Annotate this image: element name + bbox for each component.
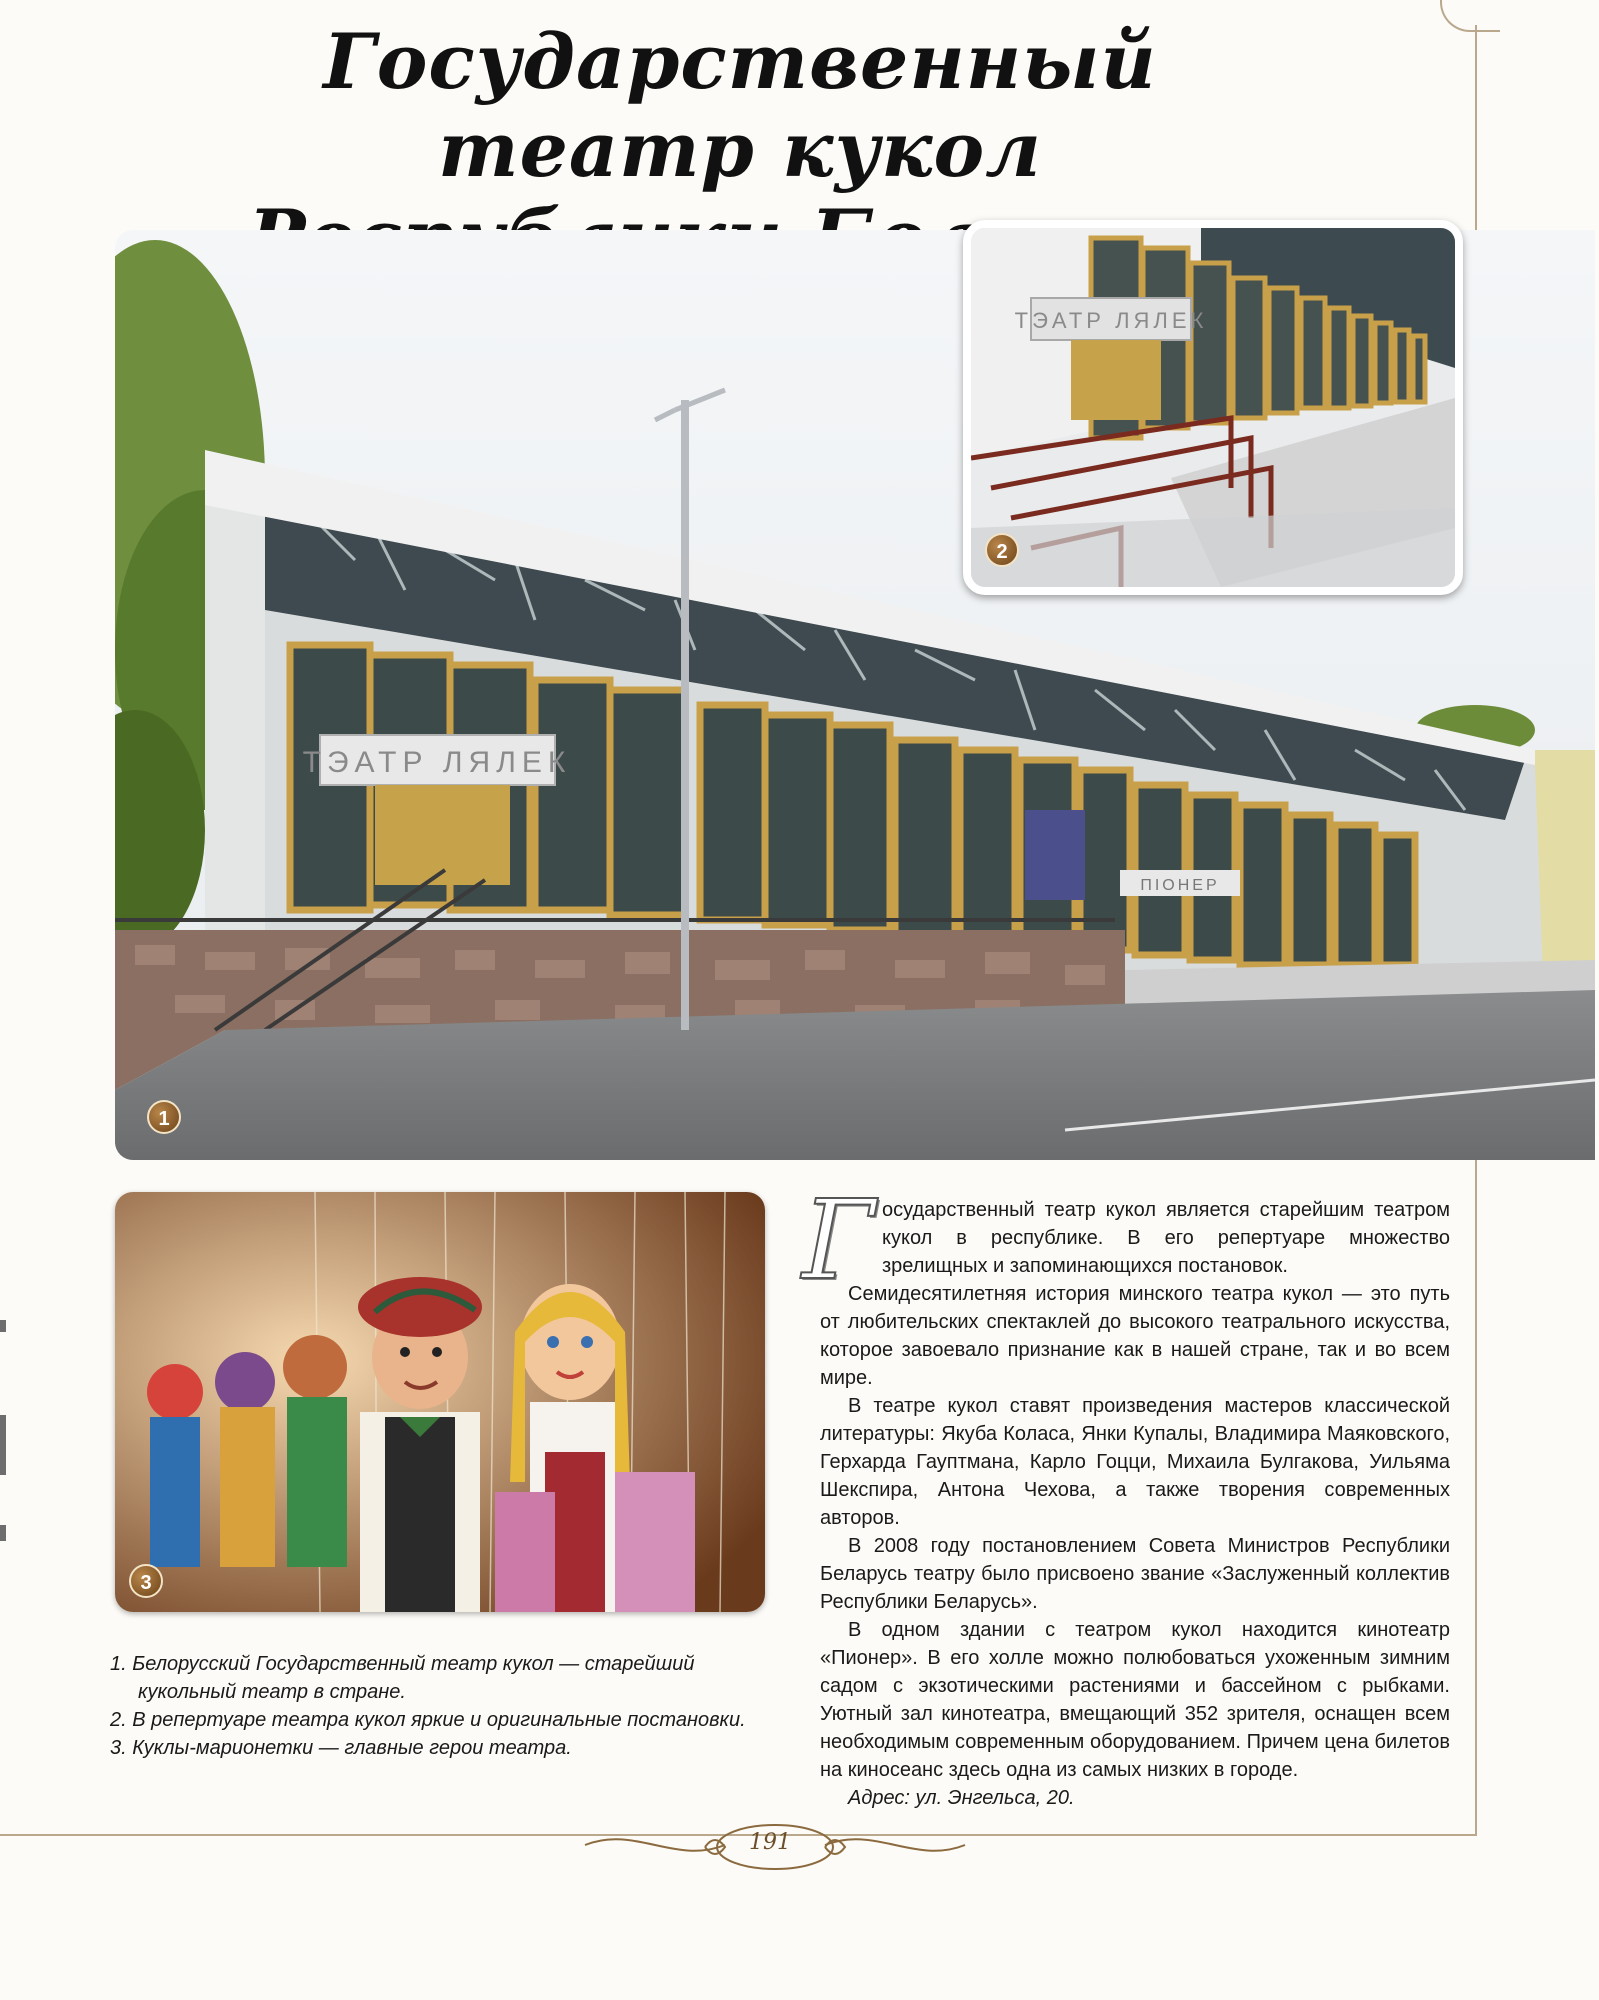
caption-3: 3. Куклы-марионетки — главные герои театра.: [110, 1737, 572, 1759]
drop-cap: Г: [802, 1176, 875, 1304]
article-paragraph-3: В театре кукол ставят произведения мастеров классической литературы: Якуба Коласа, Янки Купалы, Владимира Маяковского, Герхарда Гауптмана, Карло Гоцци, Михаила Булгакова, Уильяма Шекспира, Антона Чехова, а также творения современных авторов.: [820, 1395, 1450, 1529]
article-paragraph-1-text: осударственный театр кукол является старейшим театром кукол в республике. В его репертуаре множество зрелищных и запоминающихся постановок.: [882, 1199, 1450, 1277]
photo-badge-1: 1: [147, 1100, 181, 1134]
address-line: Адрес: ул. Энгельса, 20.: [848, 1787, 1075, 1809]
edge-mark: [0, 1415, 6, 1475]
photo-badge-2: 2: [985, 533, 1019, 567]
photo-theatre-entrance: [963, 220, 1463, 595]
edge-mark: [0, 1320, 6, 1332]
photo-marionettes: [115, 1192, 765, 1612]
article-paragraph-5: В одном здании с театром кукол находится кинотеатр «Пионер». В его холле можно полюбоваться ухоженным зимним садом с экзотическими растениями и бассейном с рыбками. Уютный зал кинотеатра, вмещающий 352 зрителя, оснащен всем необходимым современным оборудованием. Причем цена билетов на киносеанс здесь одна из самых низких в городе.: [820, 1619, 1450, 1781]
article-paragraph-4: В 2008 году постановлением Совета Министров Республики Беларусь театру было присвоено звание «Заслуженный коллектив Республики Беларусь».: [820, 1535, 1450, 1613]
cinema-sign-text: ПІОНЕР: [1140, 877, 1220, 894]
article-paragraph-2: Семидесятилетняя история минского театра кукол — это путь от любительских спектаклей до высокого театрального искусства, которое завоевало признание как в нашей стране, так и во всем мире.: [820, 1283, 1450, 1389]
edge-mark: [0, 1525, 6, 1541]
photo-captions: [110, 1650, 770, 1762]
inset-sign-text: ТЭАТР ЛЯЛЕК: [1014, 308, 1208, 333]
frame-corner-ornament: [1440, 0, 1500, 32]
page-number: 191: [749, 1830, 791, 1855]
article-body: [802, 1176, 1450, 1812]
caption-2: 2. В репертуаре театра кукол яркие и оригинальные постановки.: [110, 1709, 746, 1731]
photo-badge-3: 3: [129, 1564, 163, 1598]
article-paragraph-1: [802, 1176, 1450, 1304]
title-line-1: Государственный театр кукол: [323, 17, 1157, 194]
caption-1: 1. Белорусский Государственный театр кукол — старейший кукольный театр в стране.: [110, 1653, 695, 1703]
theatre-sign-text: ТЭАТР ЛЯЛЕК: [302, 746, 572, 779]
